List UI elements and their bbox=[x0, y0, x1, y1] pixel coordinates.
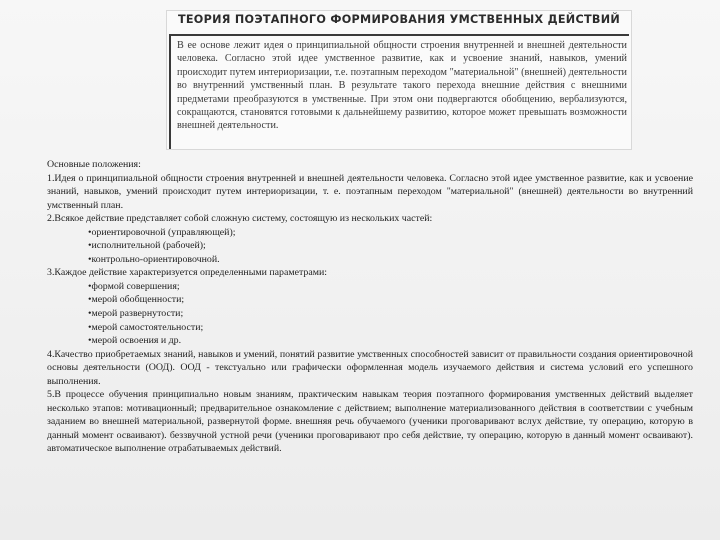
point-3-part: •мерой развернутости; bbox=[88, 308, 184, 320]
point-2: 2.Всякое действие представляет собой сложную систему, состоящую из нескольких частей: bbox=[47, 213, 433, 225]
scanned-title: ТЕОРИЯ ПОЭТАПНОГО ФОРМИРОВАНИЯ УМСТВЕННЫХ ДЕЙСТВИЙ bbox=[177, 13, 621, 26]
point-2-part: •ориентировочной (управляющей); bbox=[88, 226, 236, 238]
point-3: 3.Каждое действие характеризуется определенными параметрами: bbox=[47, 267, 327, 279]
point-1: 1.Идея о принципиальной общности строения внутренней и внешней деятельности человека. Согласно этой идее умственное развитие, как и усвоение знаний, навыков, умений происходит путем интериоризации, т. е. поэтапным переходом "материальной" (внешней) деятельности во внутренний умственный план. bbox=[47, 172, 693, 211]
point-3-part: •мерой обобщенности; bbox=[88, 294, 185, 306]
scanned-paragraph bbox=[177, 39, 627, 133]
scanned-paragraph-text: В ее основе лежит идея о принципиальной общности строения внутренней и внешней деятельности человека. Согласно этой идее умственное развитие, как и усвоение знаний, навыков, умений происходит путем интериоризации, т.е. поэтапным переходом "материальной" (внешней) деятельности во внутренний умственный план. В результате такого перехода внешние действия с внешними предметами преобразуются в умственные. При этом они подвергаются обобщению, вербализуются, сокращаются, становятся готовыми к дальнейшему развитию, которое может превышать возможности внешней деятельности. bbox=[177, 40, 627, 132]
point-4: 4.Качество приобретаемых знаний, навыков и умений, понятий развитие умственных способностей зависит от правильности создания ориентировочной основы деятельности (ООД). ООД - текстуально или графически оформленная модель изучаемого действия и система условий его успешного выполнения. bbox=[47, 348, 693, 387]
point-5: 5.В процессе обучения принципиально новым знаниям, практическим навыкам теория поэтапного формирования умственных действий выделяет несколько этапов: мотивационный; предварительное ознакомление с действием; выполнение материализованного действия в соответствии с учебным заданием во внешней материальной, развернутой форме. внешняя речь обучаемого (ученики проговаривают вслух действие, ту операцию, которую в данный момент осваивают). беззвучной устной речи (ученики проговаривают про себя действие, ту операцию, которую в данный момент осваивают). автоматическое выполнение отрабатываемых действий. bbox=[47, 389, 693, 455]
scanned-frame bbox=[169, 34, 629, 150]
point-3-part: •мерой самостоятельности; bbox=[88, 321, 204, 333]
point-2-part: •контрольно-ориентировочной. bbox=[88, 253, 220, 265]
main-text-block bbox=[47, 158, 693, 456]
point-3-part: •формой совершения; bbox=[88, 280, 180, 292]
point-2-part: •исполнительной (рабочей); bbox=[88, 240, 206, 252]
point-3-part: •мерой освоения и др. bbox=[88, 335, 182, 347]
scanned-excerpt bbox=[166, 10, 632, 150]
section-heading: Основные положения: bbox=[47, 159, 141, 170]
